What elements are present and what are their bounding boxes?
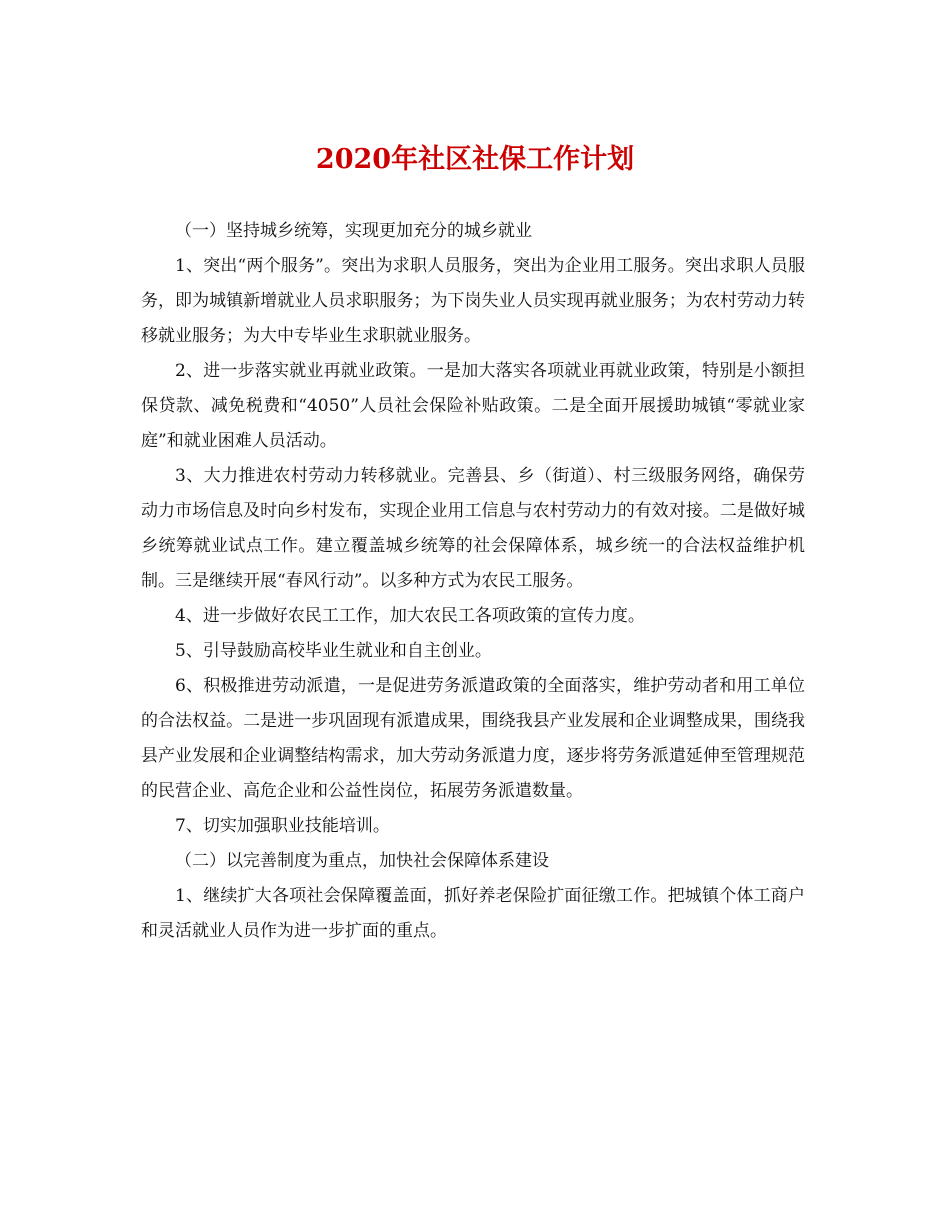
paragraph-item-3: 3、大力推进农村劳动力转移就业。完善县、乡（街道）、村三级服务网络，确保劳动力市场信息及时向乡村发布，实现企业用工信息与农村劳动力的有效对接。二是做好城乡统筹就业试点工作。建立覆盖城乡统筹的社会保障体系，城乡统一的合法权益维护机制。三是继续开展“春风行动”。以多种方式为农民工服务。 <box>141 466 805 591</box>
paragraph-item-4: 4、进一步做好农民工工作，加大农民工各项政策的宣传力度。 <box>175 606 645 626</box>
paragraph-item-6: 6、积极推进劳动派遣，一是促进劳务派遣政策的全面落实，维护劳动者和用工单位的合法权益。二是进一步巩固现有派遣成果，围绕我县产业发展和企业调整成果，围绕我县产业发展和企业调整结构需求，加大劳动务派遣力度，逐步将劳务派遣延伸至管理规范的民营企业、高危企业和公益性岗位，拓展劳务派遣数量。 <box>141 676 805 801</box>
paragraph-section-2-heading: （二）以完善制度为重点，加快社会保障体系建设 <box>175 851 549 871</box>
document-body <box>141 214 805 949</box>
paragraph-item-2: 2、进一步落实就业再就业政策。一是加大落实各项就业再就业政策，特别是小额担保贷款、减免税费和“4050”人员社会保险补贴政策。二是全面开展援助城镇“零就业家庭”和就业困难人员活动。 <box>141 361 805 451</box>
document-title: 2020年社区社保工作计划 <box>315 144 635 175</box>
paragraph-item-5: 5、引导鼓励高校毕业生就业和自主创业。 <box>175 641 492 661</box>
paragraph-section-1-heading: （一）坚持城乡统筹，实现更加充分的城乡就业 <box>175 221 532 241</box>
paragraph-item-1: 1、突出“两个服务”。突出为求职人员服务，突出为企业用工服务。突出求职人员服务，即为城镇新增就业人员求职服务；为下岗失业人员实现再就业服务；为农村劳动力转移就业服务；为大中专毕业生求职就业服务。 <box>141 256 805 346</box>
paragraph-item-7: 7、切实加强职业技能培训。 <box>175 816 390 836</box>
paragraph-section-2-item-1: 1、继续扩大各项社会保障覆盖面，抓好养老保险扩面征缴工作。把城镇个体工商户和灵活就业人员作为进一步扩面的重点。 <box>141 886 805 941</box>
